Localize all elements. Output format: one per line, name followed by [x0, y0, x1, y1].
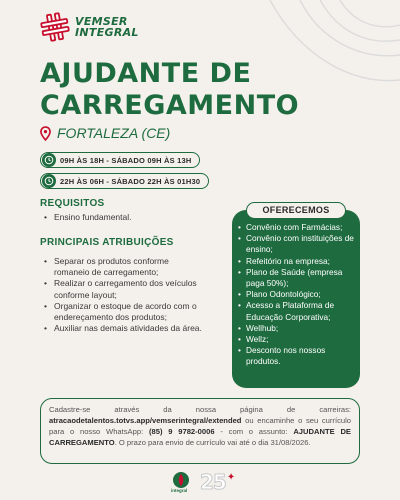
company-logo-icon: [170, 471, 192, 493]
list-item: • Acesso a Plataforma de Educação Corporativa;: [234, 300, 358, 322]
list-item: • Plano Odontológico;: [234, 289, 358, 300]
application-info-box: [40, 398, 360, 464]
shift-pill-2: [40, 173, 209, 189]
list-item: • Ensino fundamental.: [40, 212, 200, 223]
requirements-list: [40, 212, 200, 223]
duties-list: [40, 256, 205, 334]
list-item: • Auxiliar nas demais atividades da área.: [40, 323, 205, 334]
whatsapp-number[interactable]: (85) 9 9782-0006: [148, 427, 215, 436]
shift-pill-1: [40, 152, 200, 168]
brand-line2: INTEGRAL: [75, 26, 139, 39]
list-item: • Wellz;: [234, 334, 358, 345]
list-item: • Organizar o estoque de acordo com o endereçamento dos produtos;: [40, 301, 205, 323]
list-item: • Convênio com instituições de ensino;: [234, 233, 358, 255]
title-line2: CARREGAMENTO: [40, 90, 300, 121]
brand-logo: [40, 12, 139, 42]
offers-title: OFERECEMOS: [246, 202, 346, 219]
brand-line1: VEMSER: [75, 15, 128, 28]
job-location: [40, 125, 170, 141]
list-item: • Realizar o carregamento dos veículos conforme layout;: [40, 278, 205, 300]
location-pin-icon: [40, 126, 51, 141]
page-title: [40, 58, 299, 122]
requirements-title: REQUISITOS: [40, 198, 105, 209]
apply-end: . O prazo para envio de currículo vai até o dia 31/08/2026.: [114, 438, 311, 447]
anniversary-sparkle-icon: ✦: [226, 471, 236, 483]
location-text: FORTALEZA (CE): [57, 125, 171, 141]
apply-mid2: - com o assunto:: [214, 427, 294, 436]
list-item: • Convênio com Farmácias;: [234, 222, 358, 233]
shift-text-1: 09H ÀS 18H - SÁBADO 09H ÀS 13H: [60, 155, 192, 165]
shift-text-2: 22H ÀS 06H - SÁBADO 22H ÀS 01H30: [60, 176, 201, 186]
list-item: • Separar os produtos conforme romaneio de carregamento;: [40, 256, 205, 278]
careers-link[interactable]: atracaodetalentos.totvs.app/vemserintegral/extended: [49, 416, 242, 425]
apply-mid: ou encaminhe o seu currículo para o nosso WhatsApp:: [49, 416, 351, 436]
anniversary-badge: 25: [200, 470, 226, 494]
offers-list: [234, 222, 358, 368]
company-name: integral: [171, 488, 188, 493]
clock-icon: [42, 174, 56, 188]
list-item: • Plano de Saúde (empresa paga 50%);: [234, 267, 358, 289]
apply-subject: AJUDANTE DE CARREGAMENTO: [49, 427, 351, 447]
footer-logos: [170, 470, 235, 494]
clock-icon: [42, 153, 56, 167]
apply-intro: Cadastre-se através da nossa página de carreiras:: [49, 405, 351, 414]
duties-title: PRINCIPAIS ATRIBUIÇÕES: [40, 237, 174, 248]
hashtag-logo-icon: [40, 12, 70, 42]
list-item: • Refeitório na empresa;: [234, 256, 358, 267]
title-line1: AJUDANTE DE: [40, 58, 252, 89]
list-item: • Wellhub;: [234, 323, 358, 334]
list-item: • Desconto nos nossos produtos.: [234, 345, 358, 367]
